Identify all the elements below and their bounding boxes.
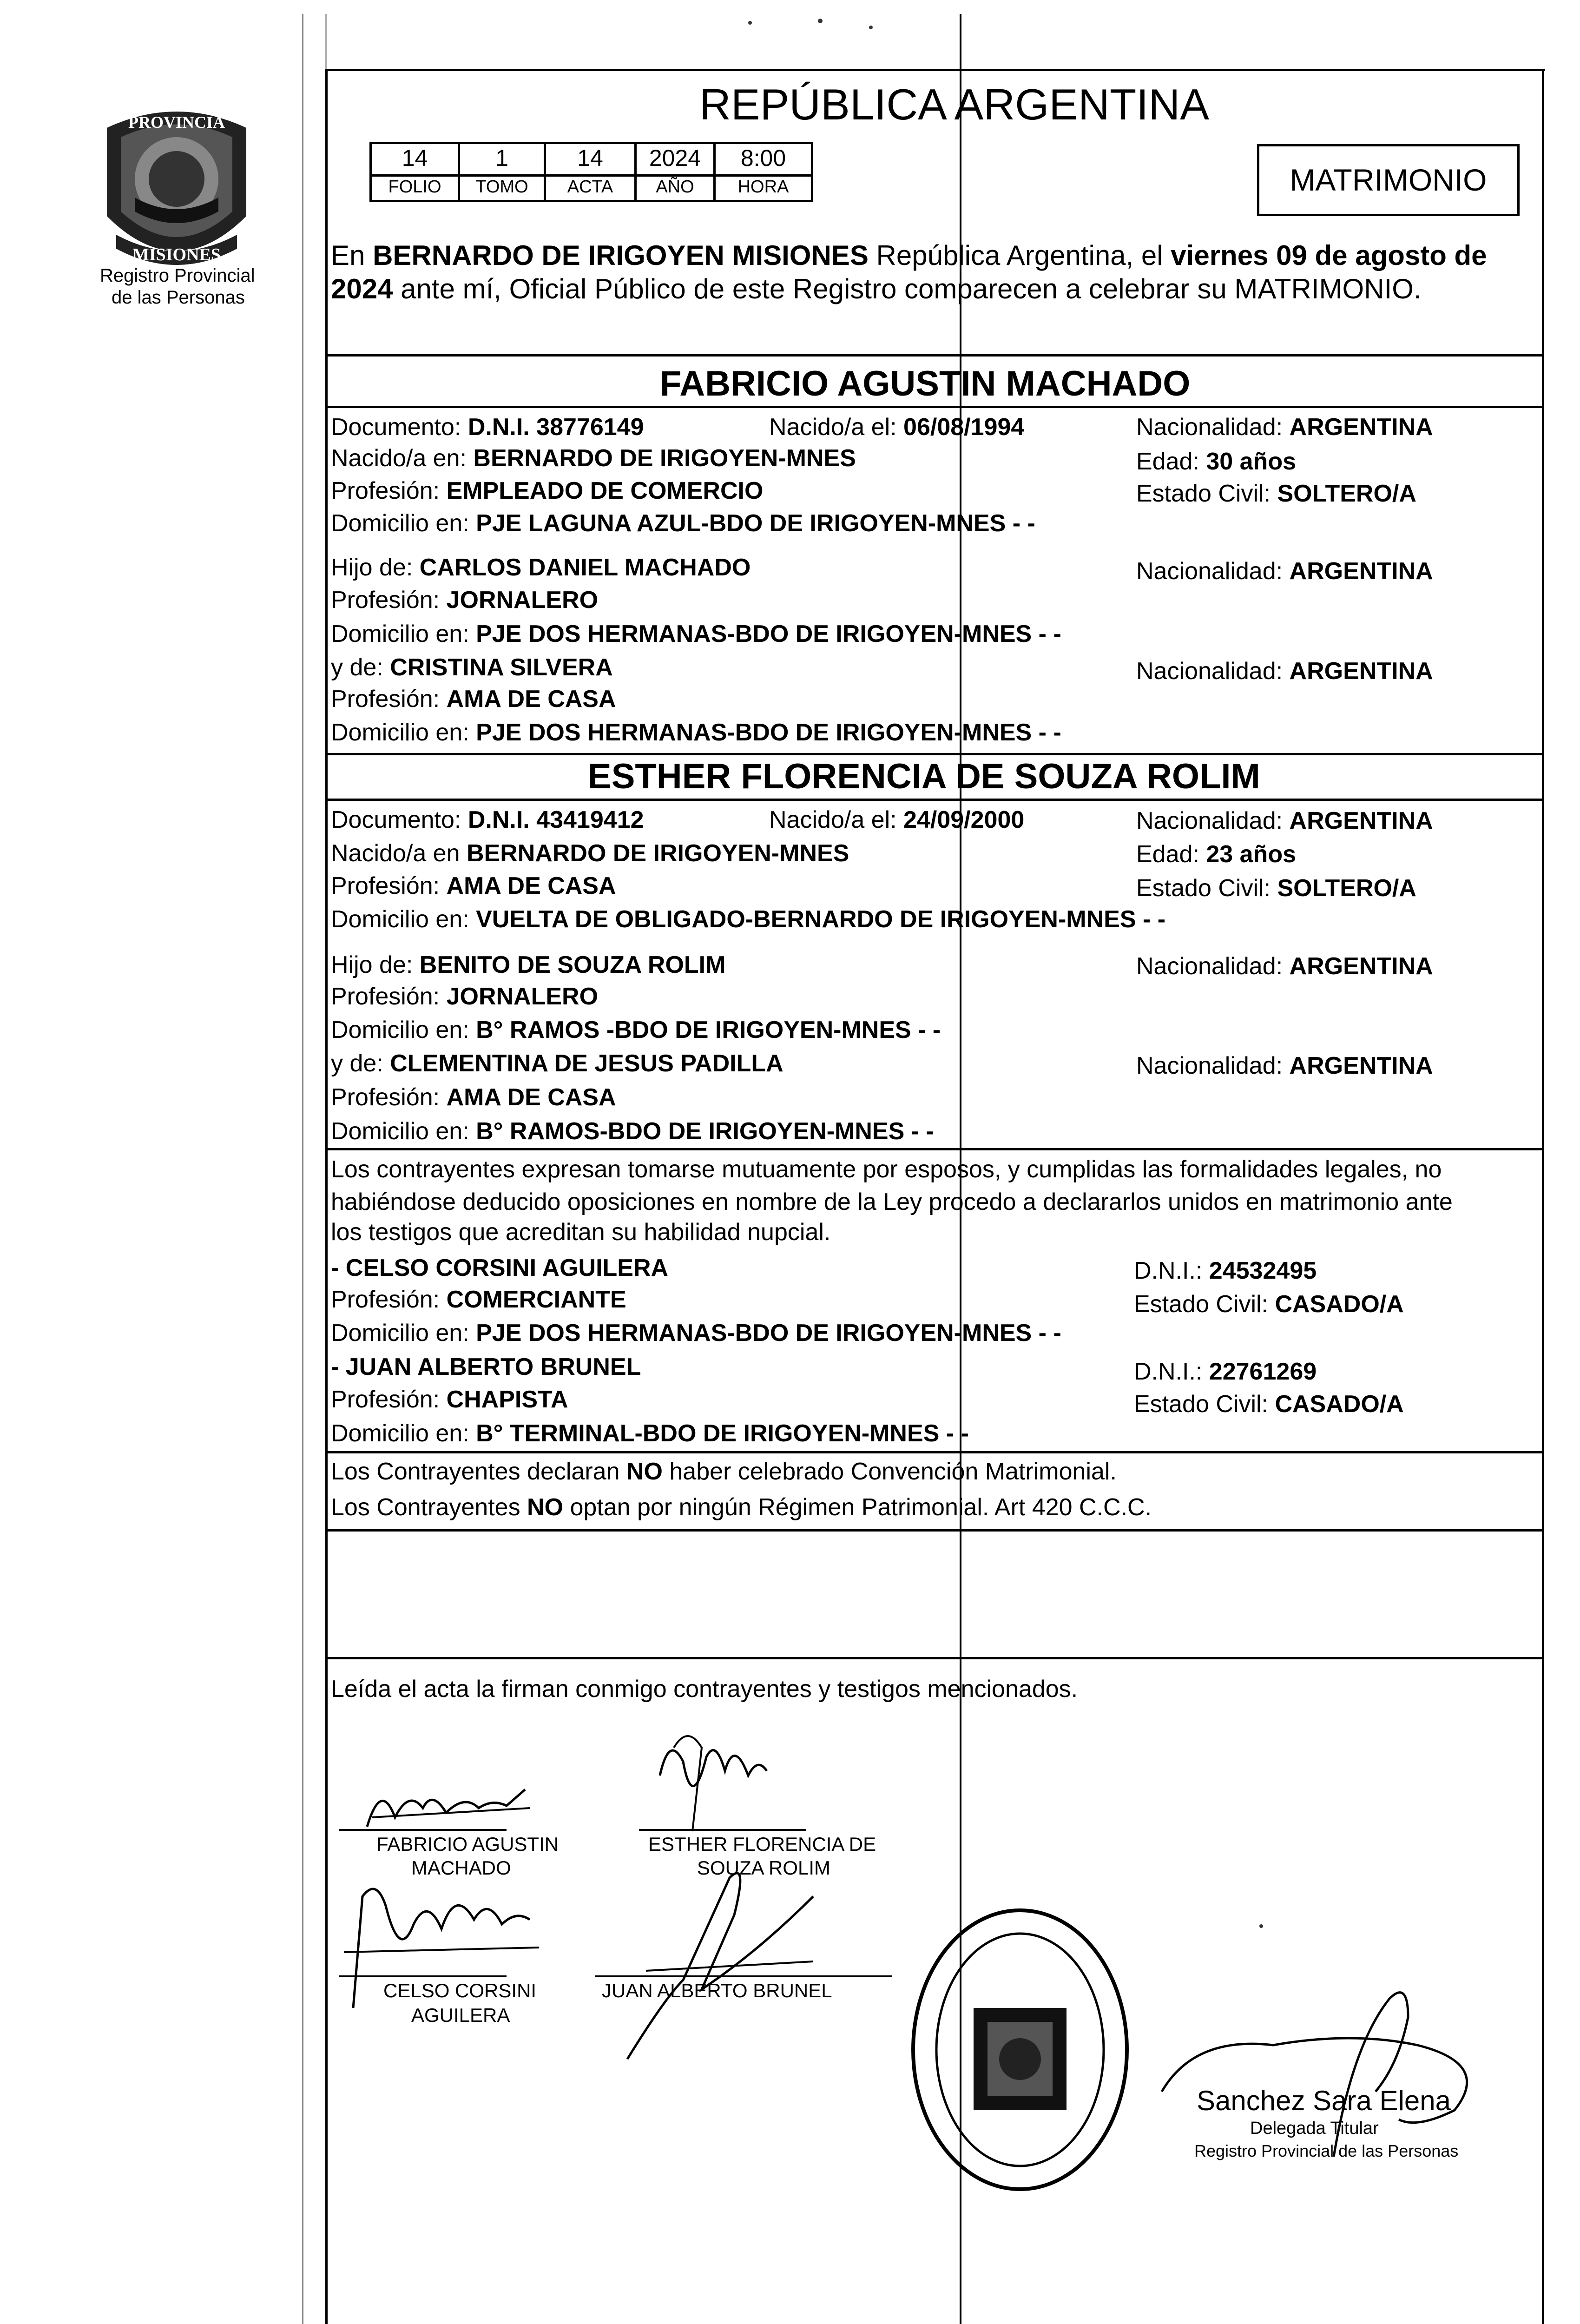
spouse1-born-on: Nacido/a el: 06/08/1994 xyxy=(769,414,1025,441)
spouse2-mother-nat: Nacionalidad: ARGENTINA xyxy=(1136,1052,1433,1079)
witness2-name: - JUAN ALBERTO BRUNEL xyxy=(331,1353,641,1380)
spouse2-nat: Nacionalidad: ARGENTINA xyxy=(1136,807,1433,834)
closing-text: Leída el acta la firman conmigo contrayentes y testigos mencionados. xyxy=(331,1676,1078,1703)
witness1-dni: D.N.I.: 24532495 xyxy=(1134,1257,1317,1284)
divider xyxy=(325,1451,1544,1453)
intro-line-2: 2024 ante mí, Oficial Público de este Registro comparecen a celebrar su MATRIMONIO. xyxy=(331,273,1422,304)
sig1-line1: FABRICIO AGUSTIN xyxy=(376,1833,559,1855)
signature-line xyxy=(339,1829,507,1831)
spouse2-father-nat: Nacionalidad: ARGENTINA xyxy=(1136,953,1433,980)
witness2-dom: Domicilio en: B° TERMINAL-BDO DE IRIGOYEN-MNES - - xyxy=(331,1420,969,1447)
spouse2-born-in: Nacido/a en BERNARDO DE IRIGOYEN-MNES xyxy=(331,840,849,867)
registry-name-1: Registro Provincial xyxy=(100,265,255,286)
spouse2-born-on: Nacido/a el: 24/09/2000 xyxy=(769,806,1025,833)
witness1-civil: Estado Civil: CASADO/A xyxy=(1134,1291,1404,1318)
hora-box: 8:00 HORA xyxy=(713,142,813,202)
divider xyxy=(325,1529,1544,1532)
spouse1-father-dom: Domicilio en: PJE DOS HERMANAS-BDO DE IRIGOYEN-MNES - - xyxy=(331,621,1061,647)
country-title: REPÚBLICA ARGENTINA xyxy=(699,80,1209,129)
sig3-line2: AGUILERA xyxy=(411,2004,510,2026)
spouse2-mother: y de: CLEMENTINA DE JESUS PADILLA xyxy=(331,1050,783,1077)
spouse1-father: Hijo de: CARLOS DANIEL MACHADO xyxy=(331,554,751,581)
spouse1-born-in: Nacido/a en: BERNARDO DE IRIGOYEN-MNES xyxy=(331,445,856,472)
regime-line-2: Los Contrayentes NO optan por ningún Régimen Patrimonial. Art 420 C.C.C. xyxy=(331,1494,1152,1521)
signature-line xyxy=(339,1975,507,1977)
divider xyxy=(325,799,1544,801)
spouse2-mother-prof: Profesión: AMA DE CASA xyxy=(331,1084,616,1111)
witness1-prof: Profesión: COMERCIANTE xyxy=(331,1286,626,1313)
signature-esther xyxy=(641,1720,790,1841)
divider xyxy=(325,354,1544,357)
witness2-prof: Profesión: CHAPISTA xyxy=(331,1386,568,1413)
folio-box: 14 FOLIO xyxy=(369,142,460,202)
spouse2-prof: Profesión: AMA DE CASA xyxy=(331,872,616,899)
sig1-line2: MACHADO xyxy=(411,1857,511,1879)
declaration-line-2: habiéndose deducido oposiciones en nombre de la Ley procedo a declararlos unidos en matrimonio ante xyxy=(331,1188,1453,1215)
sig2-line2: SOUZA ROLIM xyxy=(697,1857,831,1879)
spouse2-father: Hijo de: BENITO DE SOUZA ROLIM xyxy=(331,951,726,978)
sig2-line1: ESTHER FLORENCIA DE xyxy=(648,1833,876,1855)
official-title: Delegada Titular xyxy=(1250,2119,1379,2138)
spouse1-civil: Estado Civil: SOLTERO/A xyxy=(1136,480,1416,507)
scan-speck xyxy=(1259,1924,1263,1928)
registry-name-2: de las Personas xyxy=(112,287,245,308)
spouse1-doc: Documento: D.N.I. 38776149 xyxy=(331,414,644,441)
spouse1-prof: Profesión: EMPLEADO DE COMERCIO xyxy=(331,477,764,504)
act-type: MATRIMONIO xyxy=(1290,163,1487,197)
official-office: Registro Provincial de las Personas xyxy=(1194,2141,1459,2160)
divider xyxy=(325,1657,1544,1659)
spouse1-mother-nat: Nacionalidad: ARGENTINA xyxy=(1136,658,1433,685)
sig4-line1: JUAN ALBERTO BRUNEL xyxy=(602,1980,832,2001)
scan-speck xyxy=(869,26,873,29)
scan-speck xyxy=(818,19,823,23)
signature-line xyxy=(595,1975,892,1977)
spouse2-mother-dom: Domicilio en: B° RAMOS-BDO DE IRIGOYEN-MNES - - xyxy=(331,1118,934,1145)
witness1-dom: Domicilio en: PJE DOS HERMANAS-BDO DE IRIGOYEN-MNES - - xyxy=(331,1320,1061,1347)
tomo-box: 1 TOMO xyxy=(458,142,546,202)
spouse2-doc: Documento: D.N.I. 43419412 xyxy=(331,806,644,833)
spouse2-civil: Estado Civil: SOLTERO/A xyxy=(1136,875,1416,902)
margin-line xyxy=(302,14,303,2324)
declaration-line-3: los testigos que acreditan su habilidad nupcial. xyxy=(331,1219,831,1246)
svg-text:PROVINCIA: PROVINCIA xyxy=(128,113,225,132)
registry-logo xyxy=(88,100,265,281)
anio-box: 2024 AÑO xyxy=(634,142,716,202)
svg-text:MISIONES: MISIONES xyxy=(132,245,221,264)
divider xyxy=(325,1148,1544,1150)
spouse1-name: FABRICIO AGUSTIN MACHADO xyxy=(660,364,1191,403)
witness2-civil: Estado Civil: CASADO/A xyxy=(1134,1391,1404,1418)
divider xyxy=(325,406,1544,408)
acta-box: 14 ACTA xyxy=(544,142,637,202)
spouse1-nat: Nacionalidad: ARGENTINA xyxy=(1136,414,1433,441)
regime-line-1: Los Contrayentes declaran NO haber celebrado Convención Matrimonial. xyxy=(331,1458,1117,1485)
scan-speck xyxy=(748,21,752,25)
sig3-line1: CELSO CORSINI xyxy=(383,1980,537,2001)
spouse1-mother-prof: Profesión: AMA DE CASA xyxy=(331,686,616,713)
spouse1-father-prof: Profesión: JORNALERO xyxy=(331,587,599,614)
witness2-dni: D.N.I.: 22761269 xyxy=(1134,1358,1317,1385)
act-type-box xyxy=(1257,144,1520,216)
signature-line xyxy=(639,1829,806,1831)
witness1-name: - CELSO CORSINI AGUILERA xyxy=(331,1254,669,1281)
official-stamp xyxy=(904,1901,1136,2199)
spouse2-dom: Domicilio en: VUELTA DE OBLIGADO-BERNARDO DE IRIGOYEN-MNES - - xyxy=(331,906,1166,933)
spouse1-mother-dom: Domicilio en: PJE DOS HERMANAS-BDO DE IRIGOYEN-MNES - - xyxy=(331,719,1061,746)
official-name: Sanchez Sara Elena xyxy=(1197,2085,1451,2116)
declaration-line-1: Los contrayentes expresan tomarse mutuamente por esposos, y cumplidas las formalidades legales, no xyxy=(331,1156,1442,1183)
spouse2-father-dom: Domicilio en: B° RAMOS -BDO DE IRIGOYEN-MNES - - xyxy=(331,1017,941,1043)
spouse1-mother: y de: CRISTINA SILVERA xyxy=(331,654,613,681)
signature-juan xyxy=(618,1859,832,2064)
divider xyxy=(325,753,1544,755)
spouse2-father-prof: Profesión: JORNALERO xyxy=(331,983,599,1010)
spouse1-age: Edad: 30 años xyxy=(1136,448,1296,475)
spouse2-age: Edad: 23 años xyxy=(1136,841,1296,868)
spouse1-dom: Domicilio en: PJE LAGUNA AZUL-BDO DE IRIGOYEN-MNES - - xyxy=(331,510,1035,537)
frame-top xyxy=(325,69,1545,71)
spouse2-name: ESTHER FLORENCIA DE SOUZA ROLIM xyxy=(588,757,1260,796)
spouse1-father-nat: Nacionalidad: ARGENTINA xyxy=(1136,558,1433,585)
signature-fabricio xyxy=(353,1762,539,1836)
intro-line-1: En BERNARDO DE IRIGOYEN MISIONES República Argentina, el viernes 09 de agosto de xyxy=(331,240,1487,271)
